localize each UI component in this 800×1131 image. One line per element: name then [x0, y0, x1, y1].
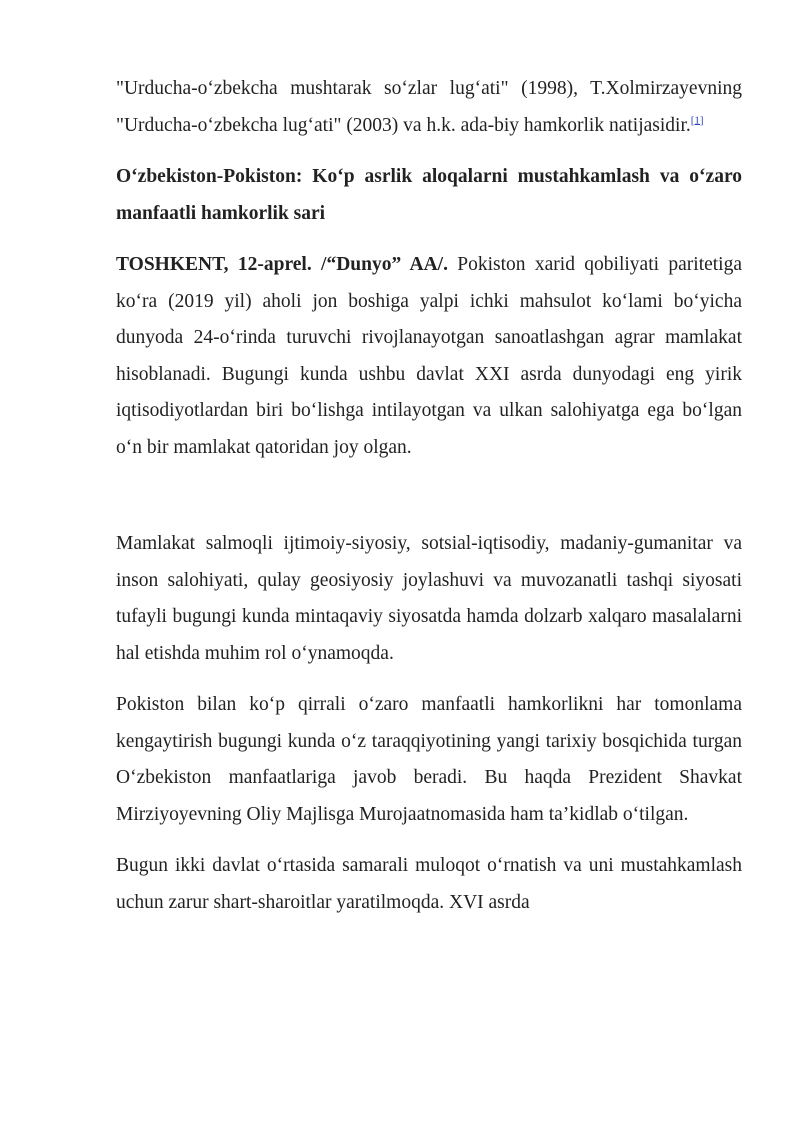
paragraph-dictionaries [116, 71, 742, 144]
paragraph-dialogue: Bugun ikki davlat o‘rtasida samarali muloqot o‘rnatish va uni mustahkamlash uchun zarur shart-sharoitlar yaratilmoqda. XVI asrda [116, 855, 742, 913]
paragraph-intro [116, 247, 742, 466]
paragraph-cooperation: Pokiston bilan ko‘p qirrali o‘zaro manfaatli hamkorlikni har tomonlama kengaytirish bugungi kunda o‘z taraqqiyotining yangi tarixiy bosqichida turgan O‘zbekiston manfaatlariga javob beradi. Bu haqda Prezident Shavkat Mirziyoyevning Oliy Majlisga Murojaatnomasida ham ta’kidlab o‘tilgan. [116, 694, 742, 825]
paragraph-role: Mamlakat salmoqli ijtimoiy-siyosiy, sotsial-iqtisodiy, madaniy-gumanitar va inson salohiyati, qulay geosiyosiy joylashuvi va muvozanatli tashqi siyosati tufayli bugungi kunda mintaqaviy siyosatda hamda dolzarb xalqaro masalalarni hal etishda muhim rol o‘ynamoqda. [116, 533, 742, 664]
article-heading: O‘zbekiston-Pokiston: Ko‘p asrlik aloqalarni mustahkamlash va o‘zaro manfaatli hamkorlik sari [116, 166, 742, 224]
document-page [116, 71, 742, 921]
dateline: TOSHKENT, 12-aprel. /“Dunyo” AA/. [116, 254, 448, 275]
paragraph-dictionaries-text: "Urducha-o‘zbekcha mushtarak so‘zlar lug‘ati" (1998), T.Xolmirzayevning "Urducha-o‘zbekcha lug‘ati" (2003) va h.k. ada-biy hamkorlik natijasidir. [116, 78, 742, 136]
footnote-link[interactable]: [1] [690, 114, 704, 126]
paragraph-intro-text: Pokiston xarid qobiliyati paritetiga ko‘ra (2019 yil) aholi jon boshiga yalpi ichki mahsulot ko‘lami bo‘yicha dunyoda 24-o‘rinda turuvchi rivojlanayotgan sanoatlashgan agrar mamlakat hisoblanadi. Bugungi kunda ushbu davlat XXI asrda dunyodagi eng yirik iqtisodiyotlardan biri bo‘lishga intilayotgan va ulkan salohiyatga ega bo‘lgan o‘n bir mamlakat qatoridan joy olgan. [116, 254, 743, 458]
footnote-ref [691, 114, 704, 126]
